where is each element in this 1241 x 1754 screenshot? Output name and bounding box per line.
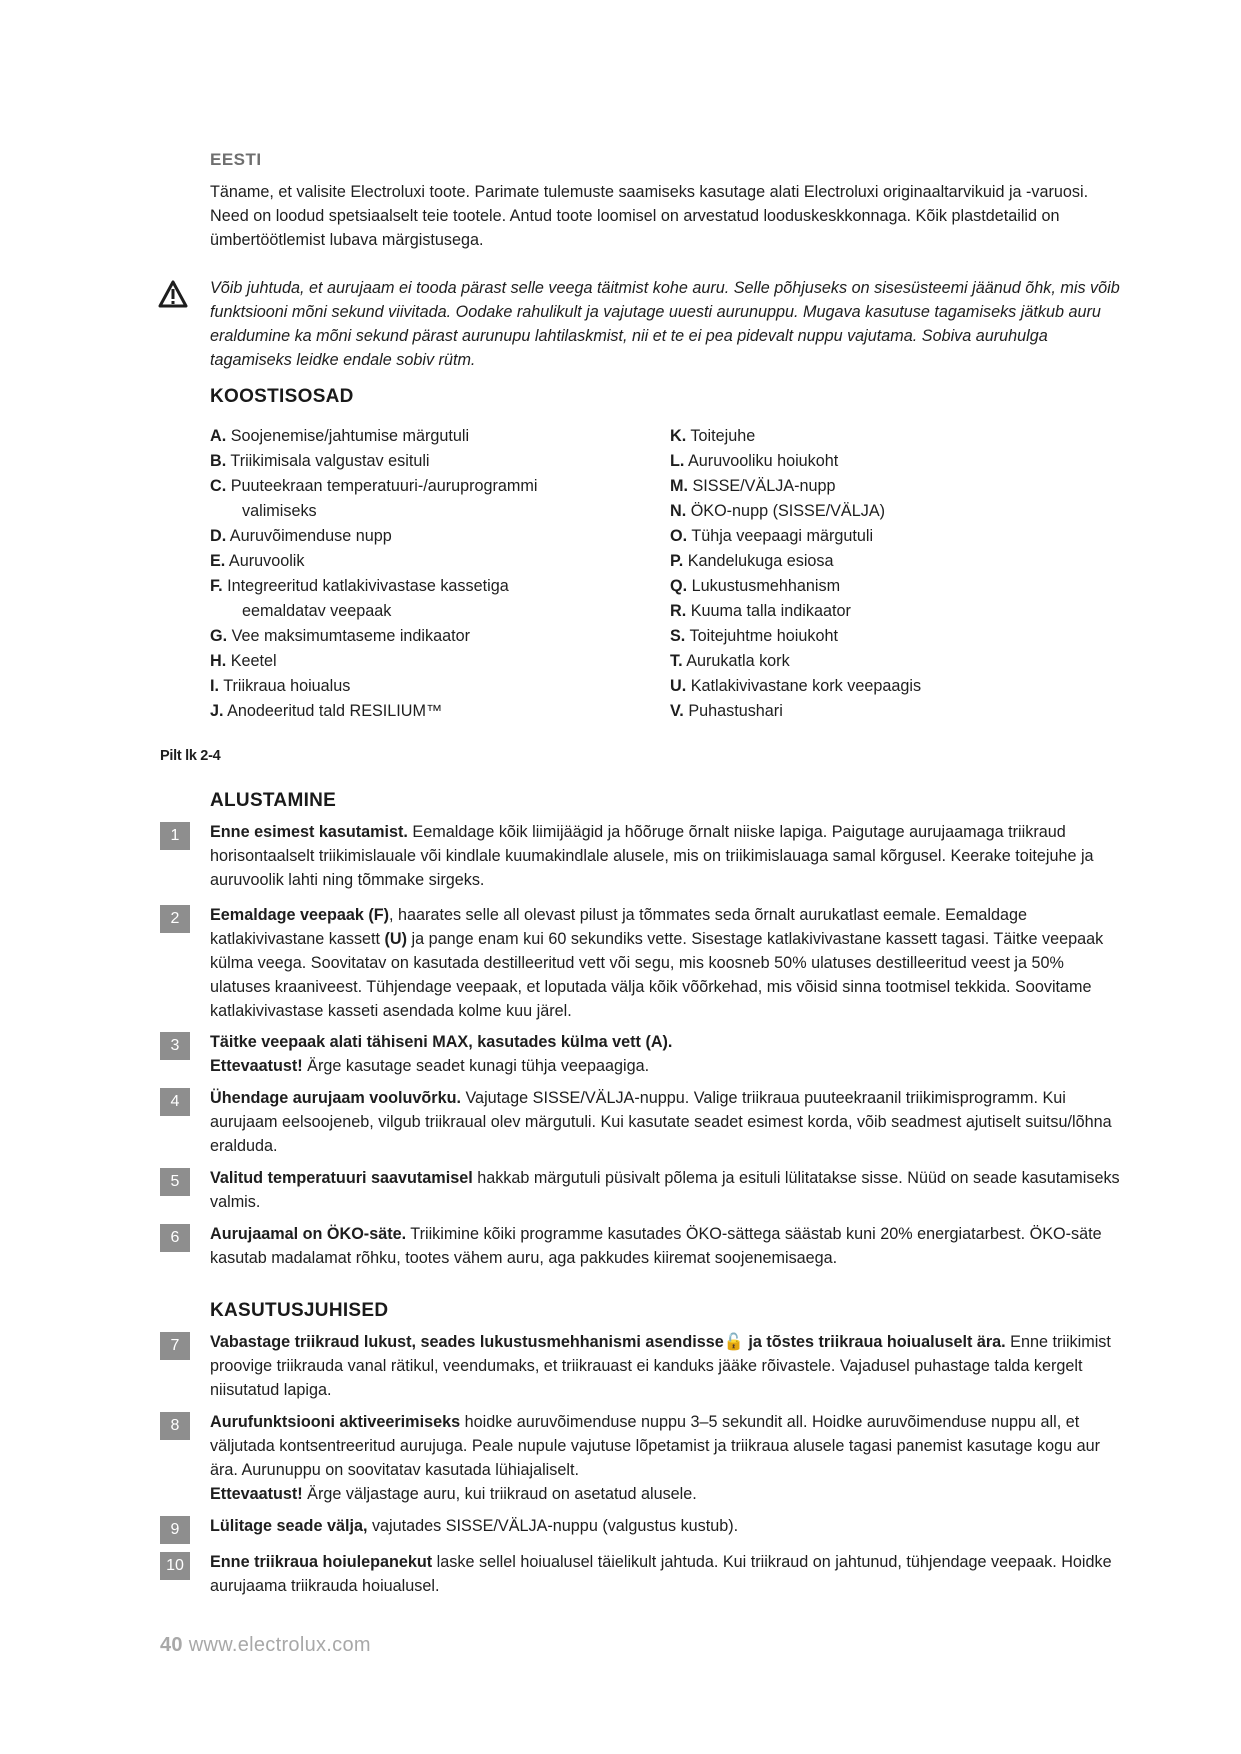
part-item xyxy=(210,674,650,699)
part-label: Anodeeritud tald RESILIUM™ xyxy=(227,702,443,720)
step-body: Triikimine kõiki programme kasutades ÖKO-sättega säästab kuni 20% energiatarbest. ÖKO-säte kasutab madalamat rõhku, tootes vähem auru, aga pakkudes kiiremat soojenemisaega. xyxy=(210,1225,1102,1267)
step-text xyxy=(210,820,1125,892)
part-item xyxy=(670,449,1110,474)
part-letter: K. xyxy=(670,427,687,445)
part-item xyxy=(210,574,650,599)
part-letter: R. xyxy=(670,602,687,620)
part-item xyxy=(670,499,1110,524)
step-lead: Vabastage triikraud lukust, seades lukustusmehhanismi asendisse🔓 ja tõstes triikraua hoiualuselt ära. xyxy=(210,1333,1006,1351)
part-item xyxy=(670,424,1110,449)
part-item xyxy=(210,474,650,499)
part-label: Integreeritud katlakivivastase kassetiga xyxy=(227,577,509,595)
part-item xyxy=(210,424,650,449)
step-number-badge: 1 xyxy=(160,822,190,850)
step-body: Ärge kasutage seadet kunagi tühja veepaagiga. xyxy=(302,1057,650,1075)
footer-url: www.electrolux.com xyxy=(188,1634,371,1656)
part-item xyxy=(210,449,650,474)
part-letter: B. xyxy=(210,452,227,470)
part-letter: H. xyxy=(210,652,227,670)
part-label: Kandelukuga esiosa xyxy=(687,552,834,570)
part-letter: J. xyxy=(210,702,224,720)
part-item xyxy=(210,699,650,724)
step-text xyxy=(210,1410,1125,1506)
part-letter: I. xyxy=(210,677,219,695)
part-label: Auruvõimenduse nupp xyxy=(229,527,392,545)
part-label: Tühja veepaagi märgutuli xyxy=(691,527,874,545)
parts-list-right xyxy=(670,424,1110,724)
parts-list-left xyxy=(210,424,650,724)
step-body-cont: ja pange enam kui 60 sekundiks vette. Sisestage katlakivivastane kassett tagasi. Täitke veepaak külma veega. Soovitatav on kasutada destilleeritud vett või segu, mis koosneb 50% ulatuses destilleeritud veest ja 50% ulatuses kraaniveest. Tühjendage veepaak, et loputada välja kõik võõrkehad, mis võisid sinna tootmisel tekkida. Soovitame katlakivivastase kasseti asendada kolme kuu järel. xyxy=(210,930,1104,1020)
part-letter: C. xyxy=(210,477,227,495)
part-letter: V. xyxy=(670,702,684,720)
part-label: SISSE/VÄLJA-nupp xyxy=(692,477,836,495)
step-body: Vajutage SISSE/VÄLJA-nuppu. Valige triikraua puuteekraanil triikimisprogramm. Kui aurujaam eelsoojeneb, vilgub triikraual olev märgutuli. Kui kasutate seadet esimest korda, võib seadmest ajutiselt suitsu/lõhna eralduda. xyxy=(210,1089,1112,1155)
step-lead: Aurujaamal on ÖKO-säte. xyxy=(210,1225,407,1243)
part-label: Triikimisala valgustav esituli xyxy=(230,452,430,470)
warning-text: Võib juhtuda, et aurujaam ei tooda pärast selle veega täitmist kohe auru. Selle põhjuseks on sisesüsteemi jäänud õhk, mis võib funktsiooni mõni sekund viivitada. Oodake rahulikult ja vajutage uuesti aurunuppu. Mugava kasutuse tagamiseks jätkub auru eraldumine ka mõni sekund pärast aurunupu lahtilaskmist, nii et te ei pea pidevalt nuppu vajutama. Sobiva auruhulga tagamiseks leidke endale sobiv rütm. xyxy=(210,279,1120,369)
part-item xyxy=(670,649,1110,674)
step-number-badge: 6 xyxy=(160,1224,190,1252)
step-text xyxy=(210,1514,1125,1538)
part-item xyxy=(670,699,1110,724)
step-body: Enne triikimist proovige triikrauda vanal rätikul, veendumaks, et triikrauast ei kanduks jääke rõivastele. Vajadusel puhastage talda kergelt niisutatud lapiga. xyxy=(210,1333,1111,1399)
part-label-continuation: valimiseks xyxy=(242,502,317,520)
part-label: Vee maksimumtaseme indikaator xyxy=(231,627,471,645)
part-item xyxy=(210,524,650,549)
part-label: Puhastushari xyxy=(688,702,783,720)
part-letter: P. xyxy=(670,552,684,570)
step-lead: Valitud temperatuuri saavutamisel xyxy=(210,1169,473,1187)
part-label: Triikraua hoiualus xyxy=(223,677,351,695)
part-item xyxy=(210,649,650,674)
step-body-cont: Ärge väljastage auru, kui triikraud on asetatud alusele. xyxy=(302,1485,697,1503)
step-number-badge: 4 xyxy=(160,1088,190,1116)
part-label: Soojenemise/jahtumise märgutuli xyxy=(230,427,470,445)
part-item xyxy=(670,599,1110,624)
step-number-badge: 3 xyxy=(160,1032,190,1060)
step-text xyxy=(210,1550,1125,1598)
step-number-badge: 9 xyxy=(160,1516,190,1544)
step-text xyxy=(210,1222,1125,1270)
step-lead: Täitke veepaak alati tähiseni MAX, kasutades külma vett (A). xyxy=(210,1033,673,1051)
part-letter: E. xyxy=(210,552,226,570)
part-letter: N. xyxy=(670,502,687,520)
step-body: vajutades SISSE/VÄLJA-nuppu (valgustus kustub). xyxy=(367,1517,739,1535)
part-item xyxy=(210,624,650,649)
part-item xyxy=(210,549,650,574)
step-text xyxy=(210,1166,1125,1214)
step-lead: Enne esimest kasutamist. xyxy=(210,823,408,841)
part-letter: D. xyxy=(210,527,227,545)
part-label: Lukustusmehhanism xyxy=(691,577,841,595)
setup-heading: ALUSTAMINE xyxy=(210,790,337,811)
step-number-badge: 5 xyxy=(160,1168,190,1196)
step-number-badge: 8 xyxy=(160,1412,190,1440)
part-letter: O. xyxy=(670,527,688,545)
step-lead: Lülitage seade välja, xyxy=(210,1517,368,1535)
part-label: Auruvoolik xyxy=(228,552,305,570)
step-lead: Aurufunktsiooni aktiveerimiseks xyxy=(210,1413,461,1431)
step-text xyxy=(210,1030,1125,1078)
parts-heading: KOOSTISOSAD xyxy=(210,386,354,407)
part-letter: L. xyxy=(670,452,685,470)
step-emphasis: (U) xyxy=(384,930,408,948)
step-body: hoidke auruvõimenduse nuppu 3–5 sekundit all. Hoidke auruvõimenduse nuppu all, et väljutada kontsentreeritud aurujuga. Peale nupule vajutuse lõpetamist ja triikraua alusele tagasi panemist kasutage kogu aur ära. Aurunuppu on soovitatav kasutada lühiajaliselt. xyxy=(210,1413,1100,1479)
part-letter: F. xyxy=(210,577,223,595)
part-letter: A. xyxy=(210,427,227,445)
step-number-badge: 7 xyxy=(160,1332,190,1360)
step-text xyxy=(210,1330,1125,1402)
part-label: ÖKO-nupp (SISSE/VÄLJA) xyxy=(690,502,886,520)
part-item xyxy=(670,474,1110,499)
caution-label: Ettevaatust! xyxy=(210,1485,303,1503)
part-label: Toitejuhe xyxy=(690,427,756,445)
part-label: Kuuma talla indikaator xyxy=(690,602,851,620)
part-letter: U. xyxy=(670,677,687,695)
part-letter: Q. xyxy=(670,577,688,595)
step-number-badge: 2 xyxy=(160,905,190,933)
caution-label: Ettevaatust! xyxy=(210,1057,303,1075)
part-label: Aurukatla kork xyxy=(686,652,790,670)
page-footer xyxy=(160,1634,371,1657)
step-number-badge: 10 xyxy=(160,1552,190,1580)
part-label: Toitejuhtme hoiukoht xyxy=(689,627,838,645)
step-lead: Ühendage aurujaam vooluvõrku. xyxy=(210,1089,461,1107)
step-body: hakkab märgutuli püsivalt põlema ja esituli lülitatakse sisse. Nüüd on seade kasutamiseks valmis. xyxy=(210,1169,1120,1211)
part-label: Puuteekraan temperatuuri-/auruprogrammi xyxy=(230,477,538,495)
part-label: Katlakivivastane kork veepaagis xyxy=(690,677,922,695)
part-letter: G. xyxy=(210,627,228,645)
step-text xyxy=(210,903,1125,1023)
part-item xyxy=(670,574,1110,599)
part-item xyxy=(670,624,1110,649)
step-body: laske sellel hoiualusel täielikult jahtuda. Kui triikraud on jahtunud, tühjendage veepaak. Hoidke aurujaama triikrauda hoiualusel. xyxy=(210,1553,1112,1595)
part-item xyxy=(670,674,1110,699)
part-label-continuation: eemaldatav veepaak xyxy=(242,602,392,620)
intro-paragraph: Täname, et valisite Electroluxi toote. Parimate tulemuste saamiseks kasutage alati Electroluxi originaaltarvikuid ja -varuosi. Need on loodud spetsiaalselt teie tootele. Antud toote loomisel on arvestatud looduskeskkonnaga. Kõik plastdetailid on ümbertöötlemist lubava märgistusega. xyxy=(210,183,1089,249)
step-lead: Enne triikraua hoiulepanekut xyxy=(210,1553,433,1571)
step-text xyxy=(210,1086,1125,1158)
part-item xyxy=(670,549,1110,574)
step-body: Eemaldage kõik liimijäägid ja hõõruge õrnalt niiske lapiga. Paigutage aurujaamaga triikraud horisontaalselt triikimislauale või kindlale kuumakindlale alusele, mis on triikimislauaga samal kõrgusel. Keerake toitejuhe ja auruvoolik lahti ning tõmmake sirgeks. xyxy=(210,823,1094,889)
step-body: , haarates selle all olevast pilust ja tõmmates seda õrnalt aurukatlast eemale. Eemaldage katlakivivastane kassett xyxy=(210,906,1027,948)
part-letter: T. xyxy=(670,652,683,670)
part-label: Keetel xyxy=(230,652,277,670)
step-lead: Eemaldage veepaak (F) xyxy=(210,906,390,924)
usage-heading: KASUTUSJUHISED xyxy=(210,1300,389,1321)
part-item xyxy=(670,524,1110,549)
part-letter: S. xyxy=(670,627,686,645)
warning-icon xyxy=(158,280,188,308)
page-number: 40 xyxy=(160,1634,183,1656)
part-label: Auruvooliku hoiukoht xyxy=(688,452,839,470)
part-letter: M. xyxy=(670,477,688,495)
language-heading: EESTI xyxy=(210,150,262,169)
picture-reference: Pilt lk 2-4 xyxy=(160,748,221,764)
